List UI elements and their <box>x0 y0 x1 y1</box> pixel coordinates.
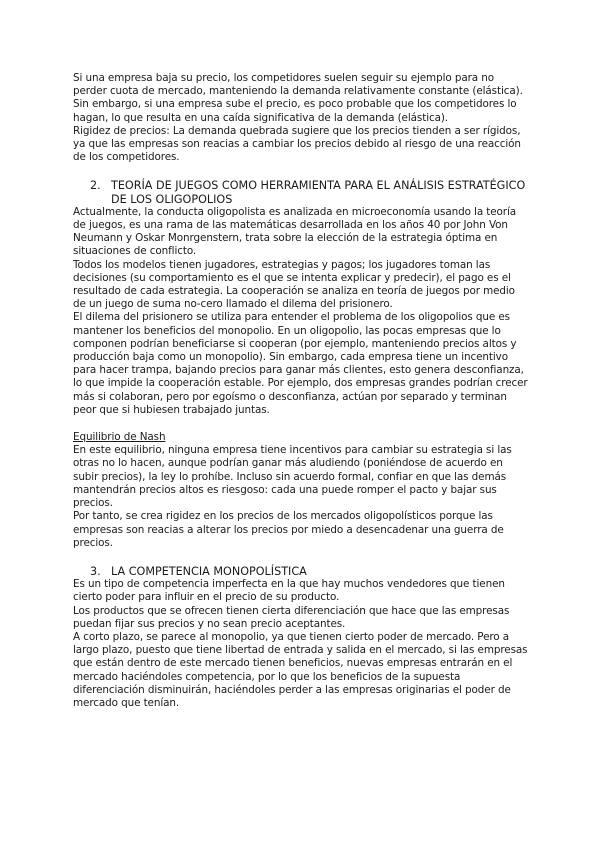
section-2-paragraph-3: El dilema del prisionero se utiliza para entender el problema de los oligopolios que es mantener los beneficios del monopolio. En un oligopolio, las pocas empresas que lo componen podrían beneficiarse si cooperan (por ejemplo, manteniendo precios altos y producción baja como un monopolio). Sin embargo, cada empresa tiene un incentivo para hacer trampa, bajando precios para ganar más clientes, esto genera desconfianza, lo que impide la cooperación estable. Por ejemplo, dos empresas grandes podrían crecer más si colaboran, pero por egoísmo o desconfianza, actúan por separado y terminan peor que si hubiesen trabajado juntas. <box>73 311 528 416</box>
intro-paragraph-elasticity: Si una empresa baja su precio, los competidores suelen seguir su ejemplo para no perder cuota de mercado, manteniendo la demanda relativamente constante (elástica). Sin embargo, si una empresa sube el precio, es poco probable que los competidores lo hagan, lo que resulta en una caída significativa de la demanda (elástica). <box>73 72 523 124</box>
section-3-heading <box>73 565 529 578</box>
section-3-title: LA COMPETENCIA MONOPOLÍSTICA <box>111 564 307 578</box>
nash-paragraph-1: En este equilibrio, ninguna empresa tiene incentivos para cambiar su estrategia si las otras no lo hacen, aunque podrían ganar más aludiendo (poniéndose de acuerdo en subir precios), la ley lo prohíbe. Incluso sin acuerdo formal, confiar en que las demás mantendrán precios altos es riesgoso: cada una puede romper el pacto y bajar sus precios. <box>73 444 512 510</box>
section-2-title: TEORÍA DE JUEGOS COMO HERRAMIENTA PARA EL ANÁLISIS ESTRATÉGICO DE LOS OLIGOPOLIOS <box>111 179 526 206</box>
section-3-paragraph-1: Es un tipo de competencia imperfecta en la que hay muchos vendedores que tienen cierto poder para influir en el precio de su producto. <box>73 578 505 604</box>
section-3-paragraph-2: Los productos que se ofrecen tienen cierta diferenciación que hace que las empresas puedan fijar sus precios y no sean precio aceptantes. <box>73 604 510 630</box>
nash-paragraph-2: Por tanto, se crea rigidez en los precios de los mercados oligopolísticos porque las empresas son reacias a alterar los precios por miedo a desencadenar una guerra de precios. <box>73 510 504 549</box>
section-2-paragraph-2: Todos los modelos tienen jugadores, estrategias y pagos; los jugadores toman las decisiones (su comportamiento es el que se intenta explicar y predecir), el pago es el resultado de cada estrategia. La cooperación se analiza en teoría de juegos por medio de un juego de suma no-cero llamado el dilema del prisionero. <box>73 258 515 311</box>
section-2-heading <box>73 179 529 205</box>
section-3-number: 3. <box>90 564 101 578</box>
nash-equilibrium-subheading: Equilibrio de Nash <box>73 431 166 444</box>
section-3-paragraph-3: A corto plazo, se parece al monopolio, ya que tienen cierto poder de mercado. Pero a largo plazo, puesto que tiene libertad de entrada y salida en el mercado, si las empresas que están dentro de este mercado tienen beneficios, nuevas empresas entrarán en el mercado haciéndoles competencia, por lo que los beneficios de la supuesta diferenciación disminuirán, haciéndoles perder a las empresas originarias el poder de mercado que tenían. <box>73 630 528 709</box>
section-2-paragraph-1: Actualmente, la conducta oligopolista es analizada en microeconomía usando la teoría de juegos, es una rama de las matemáticas desarrollada en los años 40 por John Von Neumann y Oskar Monrgenstern, trata sobre la elección de la estrategia óptima en situaciones de conflicto. <box>73 205 517 258</box>
intro-paragraph-price-rigidity: Rigidez de precios: La demanda quebrada sugiere que los precios tienden a ser rígidos, ya que las empresas son reacias a cambiar los precios debido al riesgo de una reacción de los competidores. <box>73 124 521 164</box>
page-content <box>73 72 529 710</box>
section-2-number: 2. <box>90 179 101 193</box>
